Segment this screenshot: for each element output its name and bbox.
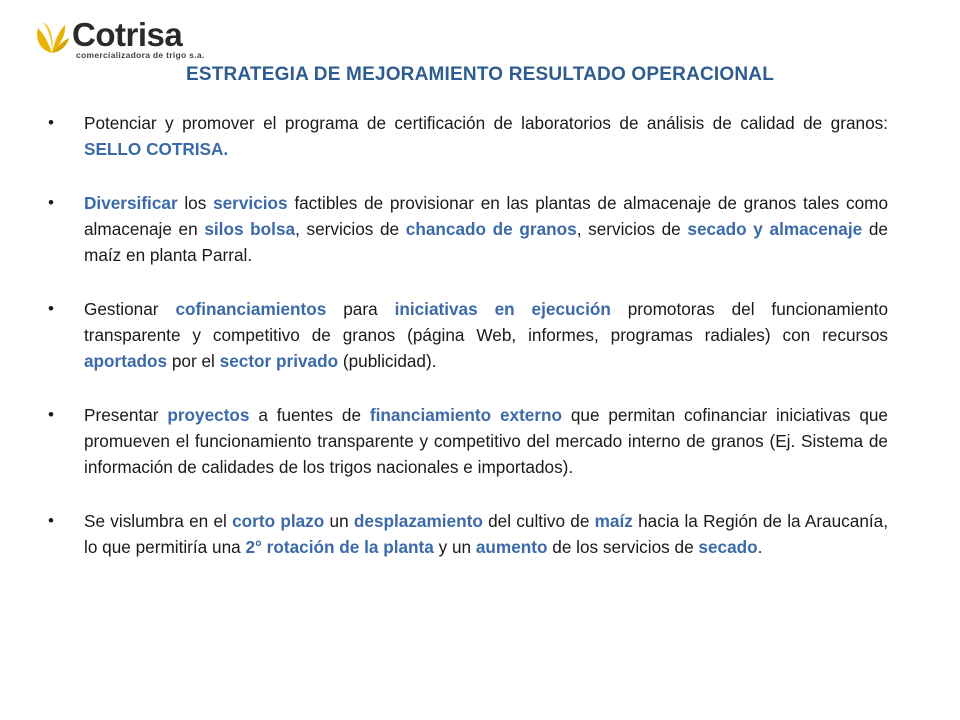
- body-text: y un: [433, 537, 476, 557]
- highlighted-text: cofinanciamientos: [175, 299, 327, 319]
- bullet-dot: •: [48, 511, 54, 530]
- highlighted-text: servicios: [213, 193, 288, 213]
- bullet-dot: •: [48, 113, 54, 132]
- bullet-list: [48, 110, 888, 588]
- body-text: para: [326, 299, 395, 319]
- body-text: promotoras del funcionamiento transparente y competitivo de granos (página Web, informes, programas radiales) con recursos: [84, 299, 889, 345]
- bullet-item: [48, 402, 888, 480]
- highlighted-text: secado y almacenaje: [687, 219, 863, 239]
- highlighted-text: proyectos: [167, 405, 250, 425]
- body-text: Potenciar y promover el programa de certificación de laboratorios de análisis de calidad de granos:: [84, 113, 888, 133]
- body-text: Se vislumbra en el: [84, 511, 233, 531]
- highlighted-text: silos bolsa: [204, 219, 296, 239]
- highlighted-text: chancado de granos: [405, 219, 577, 239]
- highlighted-text: SELLO COTRISA.: [84, 139, 229, 159]
- wheat-logo-icon: [32, 20, 72, 56]
- company-logo: [32, 18, 212, 64]
- bullet-text: [84, 110, 888, 162]
- body-text: los: [177, 193, 214, 213]
- bullet-text: [84, 190, 888, 268]
- bullet-text: [84, 402, 888, 480]
- highlighted-text: corto plazo: [232, 511, 325, 531]
- highlighted-text: secado: [698, 537, 758, 557]
- logo-tagline: comercializadora de trigo s.a.: [76, 50, 205, 60]
- body-text: Presentar: [84, 405, 168, 425]
- highlighted-text: desplazamiento: [353, 511, 483, 531]
- body-text: de los servicios de: [547, 537, 699, 557]
- bullet-dot: •: [48, 193, 54, 212]
- logo-brand: Cotrisa: [72, 16, 183, 53]
- highlighted-text: sector privado: [219, 351, 339, 371]
- body-text: , servicios de: [295, 219, 406, 239]
- body-text: , servicios de: [576, 219, 688, 239]
- bullet-dot: •: [48, 299, 54, 318]
- body-text: a fuentes de: [249, 405, 370, 425]
- highlighted-text: Diversificar: [84, 193, 178, 213]
- body-text: (publicidad).: [338, 351, 437, 371]
- body-text: por el: [167, 351, 220, 371]
- body-text: hacia la Región de la Araucanía, lo que permitiría una: [84, 511, 888, 557]
- page-title: ESTRATEGIA DE MEJORAMIENTO RESULTADO OPERACIONAL: [185, 64, 775, 85]
- body-text: factibles de provisionar en las plantas de almacenaje de granos tales como almacenaje en: [84, 193, 888, 239]
- highlighted-text: maíz: [594, 511, 633, 531]
- bullet-item: [48, 508, 888, 560]
- highlighted-text: financiamiento externo: [369, 405, 563, 425]
- body-text: un: [324, 511, 354, 531]
- bullet-dot: •: [48, 405, 54, 424]
- highlighted-text: iniciativas en ejecución: [394, 299, 611, 319]
- highlighted-text: aportados: [84, 351, 168, 371]
- body-text: Gestionar: [84, 299, 176, 319]
- body-text: del cultivo de: [482, 511, 595, 531]
- highlighted-text: 2° rotación de la planta: [245, 537, 434, 557]
- body-text: que permitan cofinanciar iniciativas que promueven el funcionamiento transparente y competitivo del mercado interno de granos (Ej. Sistema de información de calidades de los trigos nacionales e importados).: [84, 405, 888, 477]
- bullet-item: [48, 190, 888, 268]
- bullet-text: [84, 508, 888, 560]
- bullet-item: [48, 296, 888, 374]
- highlighted-text: aumento: [475, 537, 548, 557]
- body-text: .: [757, 537, 763, 557]
- body-text: de maíz en planta Parral.: [84, 219, 888, 265]
- bullet-item: [48, 110, 888, 162]
- bullet-text: [84, 296, 888, 374]
